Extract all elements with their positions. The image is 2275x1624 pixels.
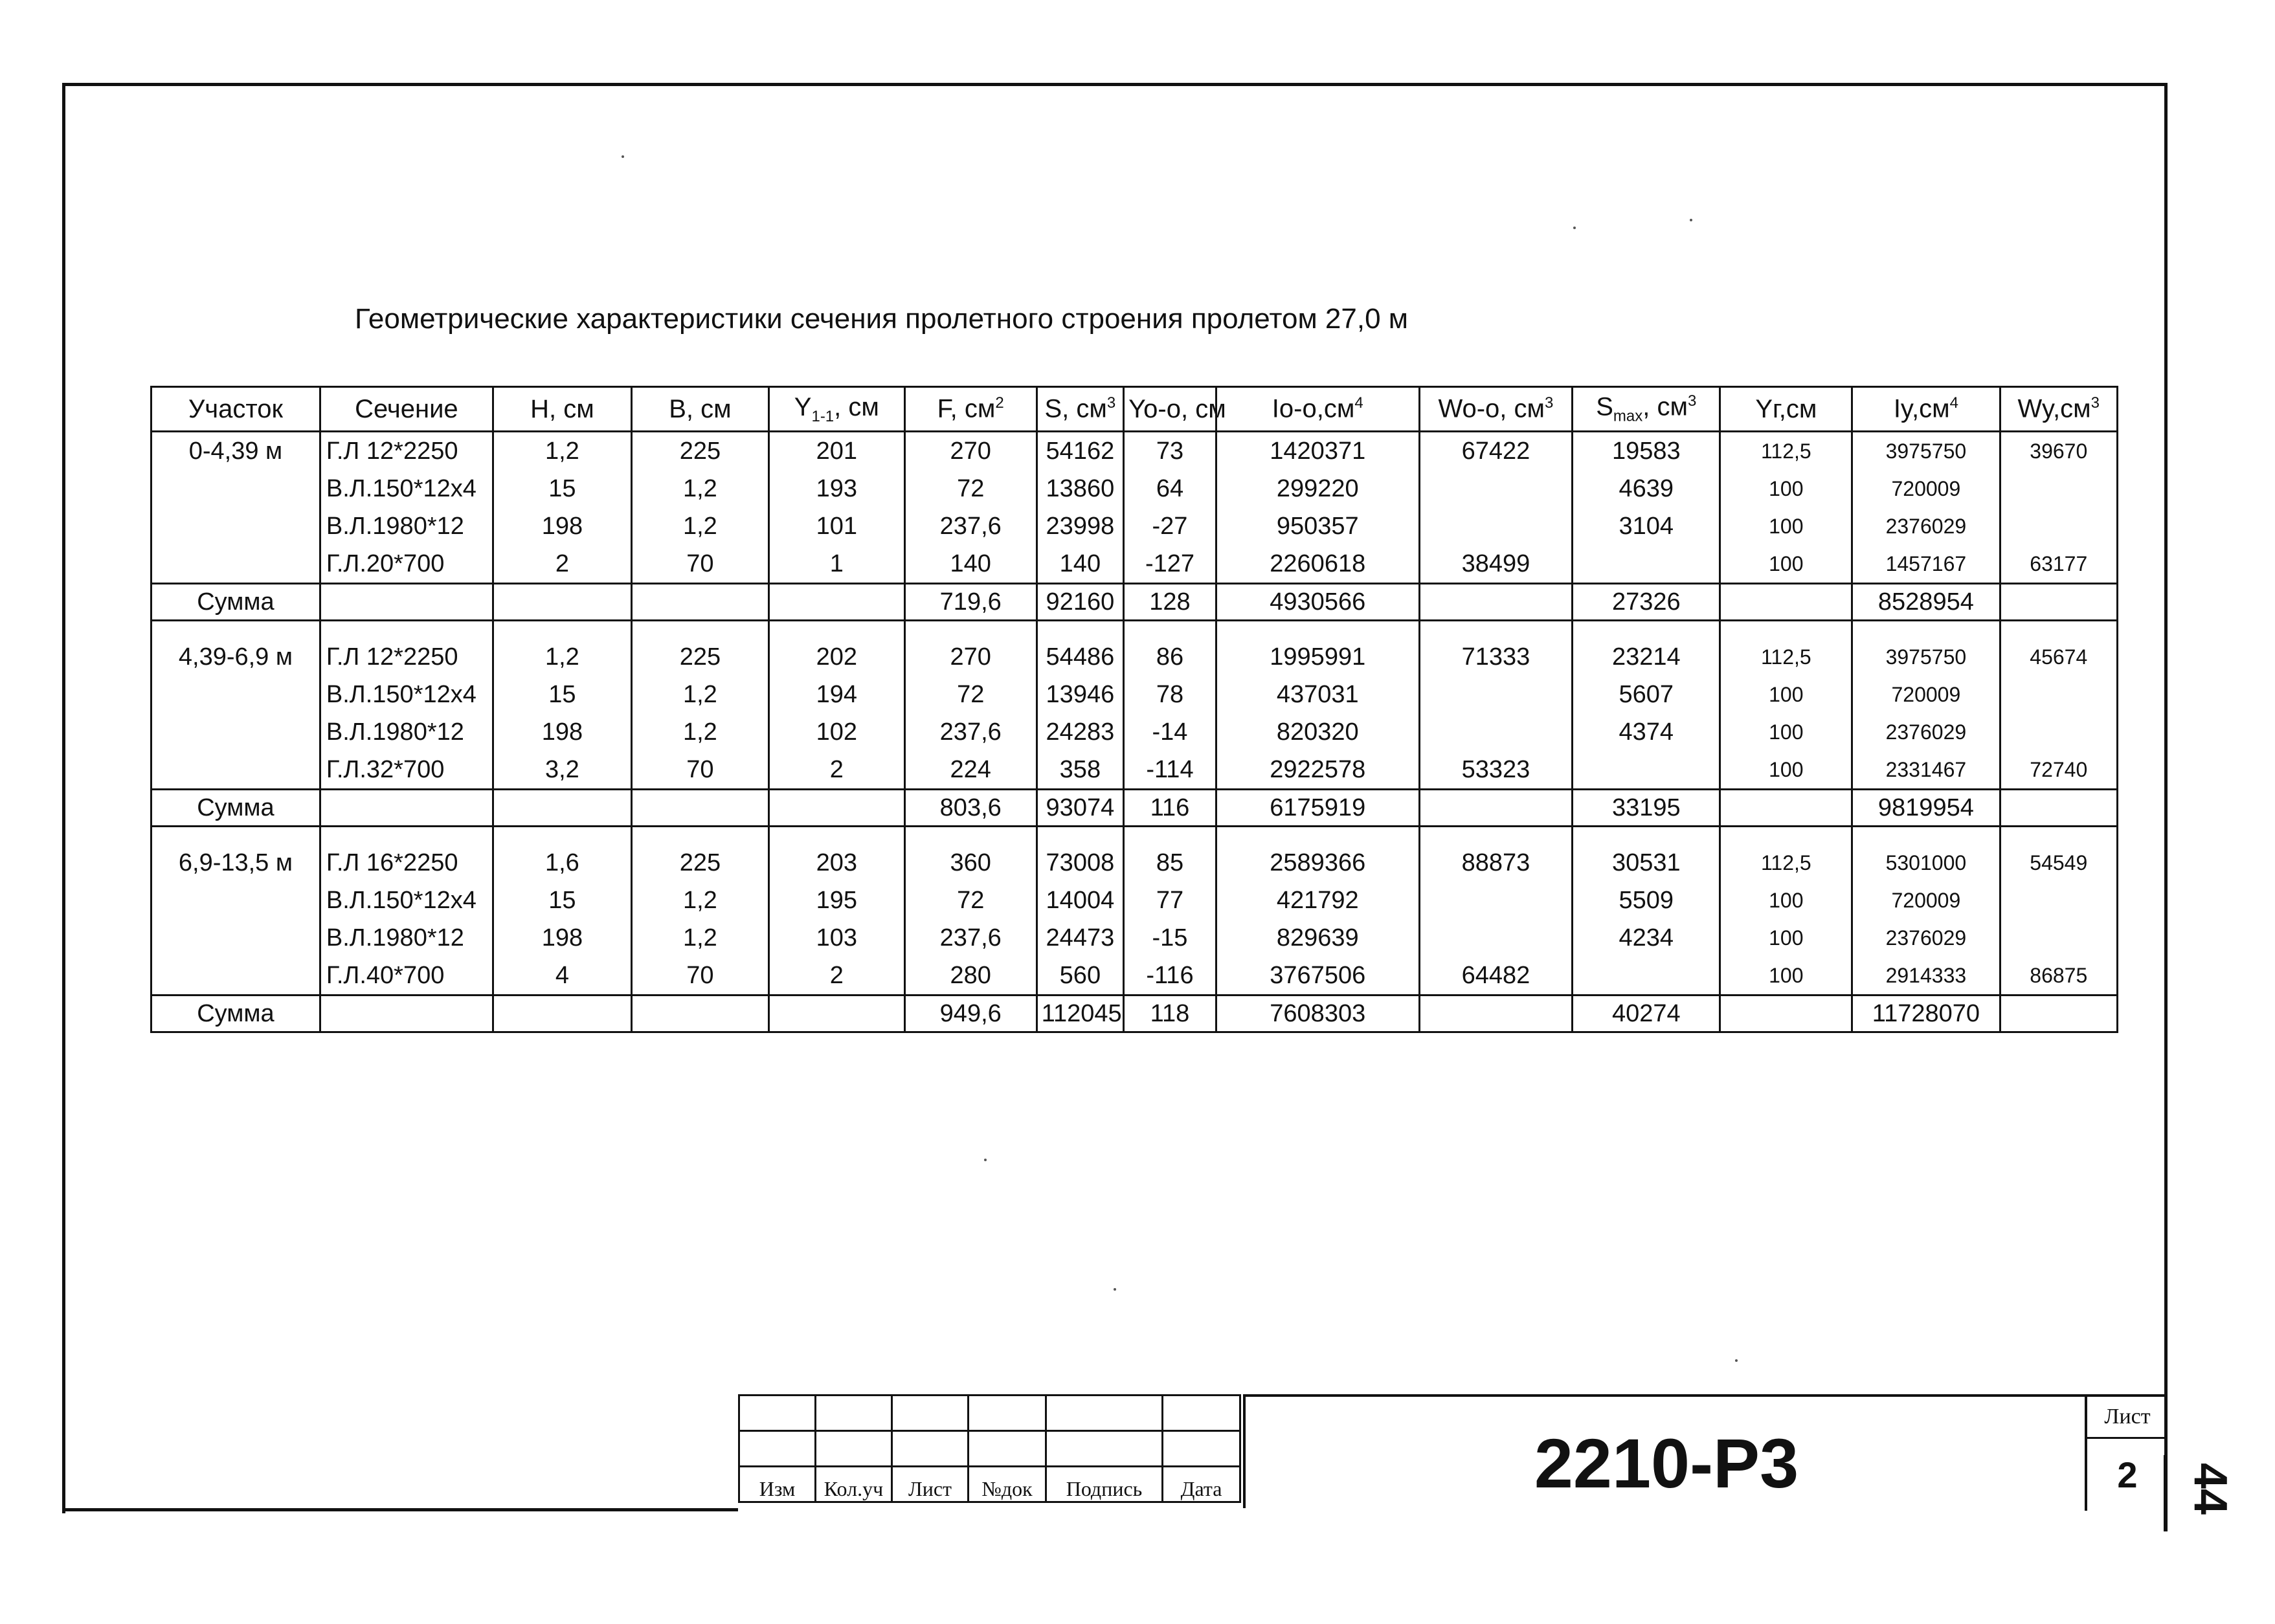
value-cell: 103 (768, 919, 904, 957)
value-cell: 19583 (1573, 432, 1720, 471)
value-cell (1573, 545, 1720, 584)
value-cell: 112,5 (1720, 432, 1852, 471)
scan-speck (622, 155, 624, 158)
value-cell: 1,6 (493, 844, 631, 882)
sum-cell: 719,6 (904, 584, 1037, 621)
value-cell (1419, 676, 1572, 713)
value-cell: 100 (1720, 751, 1852, 790)
value-cell: 237,6 (904, 507, 1037, 545)
sum-cell: 112045 (1037, 996, 1124, 1032)
value-cell (2000, 713, 2117, 751)
value-cell: 358 (1037, 751, 1124, 790)
table-row (151, 919, 2118, 957)
value-cell: 100 (1720, 919, 1852, 957)
header-row (151, 387, 2118, 432)
sum-cell (320, 790, 493, 827)
sum-cell (493, 790, 631, 827)
value-cell (1419, 919, 1572, 957)
scan-speck (1573, 227, 1576, 229)
table-row (151, 882, 2118, 919)
sum-cell (2000, 584, 2117, 621)
value-cell: 198 (493, 507, 631, 545)
value-cell: 2376029 (1852, 507, 2000, 545)
table-row (151, 844, 2118, 882)
value-cell: 421792 (1216, 882, 1419, 919)
section-cell: В.Л.1980*12 (320, 713, 493, 751)
sum-cell (320, 584, 493, 621)
value-cell: 224 (904, 751, 1037, 790)
value-cell: 85 (1124, 844, 1216, 882)
section-cell: В.Л.150*12х4 (320, 470, 493, 507)
value-cell: 2376029 (1852, 713, 2000, 751)
value-cell: 100 (1720, 882, 1852, 919)
section-cell: Г.Л.32*700 (320, 751, 493, 790)
value-cell: 15 (493, 882, 631, 919)
stamp-label-izm: Изм (739, 1467, 816, 1502)
sum-cell (1419, 790, 1572, 827)
value-cell: 71333 (1419, 638, 1572, 676)
scan-speck (1690, 219, 1692, 221)
value-cell: 1,2 (631, 676, 768, 713)
value-cell: 360 (904, 844, 1037, 882)
sum-cell: 9819954 (1852, 790, 2000, 827)
section-cell: В.Л.150*12х4 (320, 882, 493, 919)
value-cell: 829639 (1216, 919, 1419, 957)
value-cell: 70 (631, 545, 768, 584)
stamp-row (739, 1396, 1240, 1431)
value-cell: 13946 (1037, 676, 1124, 713)
value-cell: -127 (1124, 545, 1216, 584)
value-cell: 102 (768, 713, 904, 751)
stamp-label-ndok: №док (969, 1467, 1046, 1502)
value-cell: 100 (1720, 676, 1852, 713)
value-cell (2000, 919, 2117, 957)
value-cell: 64 (1124, 470, 1216, 507)
value-cell: 86875 (2000, 957, 2117, 996)
value-cell: 100 (1720, 507, 1852, 545)
value-cell: 23998 (1037, 507, 1124, 545)
value-cell: 2260618 (1216, 545, 1419, 584)
value-cell: 3,2 (493, 751, 631, 790)
stamp-label-row (739, 1467, 1240, 1502)
value-cell: 101 (768, 507, 904, 545)
value-cell: 2376029 (1852, 919, 2000, 957)
value-cell: -15 (1124, 919, 1216, 957)
value-cell: 86 (1124, 638, 1216, 676)
sum-cell: 803,6 (904, 790, 1037, 827)
sum-cell (320, 996, 493, 1032)
value-cell: 1 (768, 545, 904, 584)
stamp-label-koluch: Кол.уч (816, 1467, 892, 1502)
col-header-sechenie: Сечение (320, 387, 493, 432)
col-header-yg: Yг,см (1720, 387, 1852, 432)
value-cell: 1,2 (631, 507, 768, 545)
value-cell: -114 (1124, 751, 1216, 790)
sheet-box (2085, 1397, 2168, 1511)
value-cell: 237,6 (904, 713, 1037, 751)
value-cell: 237,6 (904, 919, 1037, 957)
value-cell: 78 (1124, 676, 1216, 713)
col-header-h: H, см (493, 387, 631, 432)
value-cell (2000, 882, 2117, 919)
value-cell: 67422 (1419, 432, 1572, 471)
side-divider (2164, 1455, 2168, 1531)
table-row (151, 638, 2118, 676)
sum-cell (493, 996, 631, 1032)
value-cell: 140 (904, 545, 1037, 584)
segment-cell (151, 470, 320, 507)
sum-cell: 33195 (1573, 790, 1720, 827)
table-row (151, 957, 2118, 996)
sheet-number: 2 (2117, 1454, 2138, 1495)
value-cell: 4 (493, 957, 631, 996)
value-cell: 24283 (1037, 713, 1124, 751)
value-cell: 2589366 (1216, 844, 1419, 882)
value-cell: 720009 (1852, 882, 2000, 919)
value-cell: 5509 (1573, 882, 1720, 919)
sum-cell (768, 996, 904, 1032)
value-cell: 72 (904, 470, 1037, 507)
scan-speck (1735, 1359, 1738, 1362)
col-header-y11: $Y_{1-1}$, см (768, 387, 904, 432)
value-cell: 3975750 (1852, 638, 2000, 676)
value-cell: 1,2 (631, 882, 768, 919)
value-cell: 4639 (1573, 470, 1720, 507)
value-cell: 1,2 (493, 432, 631, 471)
sum-cell: 11728070 (1852, 996, 2000, 1032)
value-cell: 1420371 (1216, 432, 1419, 471)
value-cell (1573, 751, 1720, 790)
value-cell: 1,2 (631, 713, 768, 751)
sum-cell (1720, 790, 1852, 827)
table-row (151, 470, 2118, 507)
page-title: Геометрические характеристики сечения пролетного строения пролетом 27,0 м (355, 303, 1409, 335)
value-cell: 38499 (1419, 545, 1572, 584)
value-cell: 560 (1037, 957, 1124, 996)
sum-cell: 27326 (1573, 584, 1720, 621)
segment-cell (151, 957, 320, 996)
segment-cell: 6,9-13,5 м (151, 844, 320, 882)
value-cell: 437031 (1216, 676, 1419, 713)
col-header-wy: $Wy,см^3$ (2000, 387, 2117, 432)
value-cell: 100 (1720, 957, 1852, 996)
group-spacer (151, 827, 2118, 845)
value-cell: -27 (1124, 507, 1216, 545)
sum-label: Сумма (151, 584, 320, 621)
sum-cell (631, 584, 768, 621)
col-header-woo: Wo-o, $см^3$ (1419, 387, 1572, 432)
sum-cell: 40274 (1573, 996, 1720, 1032)
section-cell: В.Л.1980*12 (320, 919, 493, 957)
col-header-f: F, $см^2$ (904, 387, 1037, 432)
stamp-label-podpis: Подпись (1046, 1467, 1163, 1502)
value-cell: 45674 (2000, 638, 2117, 676)
document-code: 2210-Р3 (1534, 1424, 1799, 1502)
side-page-number: 44 (2184, 1462, 2236, 1515)
sum-cell: 7608303 (1216, 996, 1419, 1032)
sum-row (151, 996, 2118, 1032)
value-cell: 198 (493, 919, 631, 957)
value-cell: 140 (1037, 545, 1124, 584)
sheet-label: Лист (2087, 1397, 2168, 1439)
section-cell: Г.Л 12*2250 (320, 432, 493, 471)
characteristics-table (150, 386, 2118, 1033)
table-body (151, 432, 2118, 1032)
segment-cell: 4,39-6,9 м (151, 638, 320, 676)
value-cell: 53323 (1419, 751, 1572, 790)
value-cell: 5607 (1573, 676, 1720, 713)
value-cell: 1,2 (631, 470, 768, 507)
value-cell: 15 (493, 470, 631, 507)
value-cell: -14 (1124, 713, 1216, 751)
frame-bottom-edge (62, 1508, 738, 1511)
value-cell: 820320 (1216, 713, 1419, 751)
value-cell: 72 (904, 676, 1037, 713)
value-cell: 202 (768, 638, 904, 676)
value-cell: 72 (904, 882, 1037, 919)
value-cell: 100 (1720, 713, 1852, 751)
sum-cell: 8528954 (1852, 584, 2000, 621)
title-block-grid (738, 1394, 1241, 1503)
value-cell (1419, 470, 1572, 507)
value-cell: 15 (493, 676, 631, 713)
col-header-yoo: Yo-o, см (1124, 387, 1216, 432)
value-cell: 225 (631, 432, 768, 471)
value-cell: 54549 (2000, 844, 2117, 882)
value-cell: 70 (631, 751, 768, 790)
segment-cell (151, 507, 320, 545)
sum-row (151, 584, 2118, 621)
value-cell: 2 (768, 751, 904, 790)
stamp-label-list: Лист (892, 1467, 969, 1502)
scan-speck (984, 1159, 987, 1161)
value-cell: 194 (768, 676, 904, 713)
value-cell: -116 (1124, 957, 1216, 996)
value-cell: 4374 (1573, 713, 1720, 751)
value-cell (2000, 470, 2117, 507)
value-cell: 720009 (1852, 676, 2000, 713)
section-cell: Г.Л 16*2250 (320, 844, 493, 882)
value-cell: 198 (493, 713, 631, 751)
col-header-iy: $Iy,см^4$ (1852, 387, 2000, 432)
value-cell: 39670 (2000, 432, 2117, 471)
value-cell: 2331467 (1852, 751, 2000, 790)
value-cell: 195 (768, 882, 904, 919)
title-block-main (1243, 1394, 2168, 1508)
sum-cell (768, 790, 904, 827)
value-cell: 13860 (1037, 470, 1124, 507)
value-cell: 5301000 (1852, 844, 2000, 882)
section-cell: Г.Л.20*700 (320, 545, 493, 584)
section-cell: В.Л.150*12х4 (320, 676, 493, 713)
sum-cell (493, 584, 631, 621)
value-cell (2000, 507, 2117, 545)
value-cell: 23214 (1573, 638, 1720, 676)
value-cell: 112,5 (1720, 844, 1852, 882)
segment-cell (151, 545, 320, 584)
sum-cell (2000, 790, 2117, 827)
value-cell: 1,2 (631, 919, 768, 957)
value-cell (1573, 957, 1720, 996)
value-cell: 225 (631, 638, 768, 676)
value-cell: 64482 (1419, 957, 1572, 996)
section-cell: В.Л.1980*12 (320, 507, 493, 545)
value-cell: 2922578 (1216, 751, 1419, 790)
scan-speck (1114, 1288, 1116, 1291)
value-cell: 2 (768, 957, 904, 996)
value-cell: 3104 (1573, 507, 1720, 545)
value-cell: 72740 (2000, 751, 2117, 790)
value-cell: 73 (1124, 432, 1216, 471)
sum-cell: 93074 (1037, 790, 1124, 827)
table-row (151, 432, 2118, 471)
sum-cell: 949,6 (904, 996, 1037, 1032)
col-header-b: B, см (631, 387, 768, 432)
value-cell: 88873 (1419, 844, 1572, 882)
value-cell: 3767506 (1216, 957, 1419, 996)
sum-cell (1720, 996, 1852, 1032)
col-header-smax: $S_{max}$, $см^3$ (1573, 387, 1720, 432)
value-cell: 77 (1124, 882, 1216, 919)
sum-cell (768, 584, 904, 621)
sum-cell (631, 790, 768, 827)
value-cell: 270 (904, 432, 1037, 471)
table-row (151, 713, 2118, 751)
value-cell: 299220 (1216, 470, 1419, 507)
segment-cell (151, 676, 320, 713)
value-cell (2000, 676, 2117, 713)
value-cell: 54162 (1037, 432, 1124, 471)
table-row (151, 676, 2118, 713)
value-cell: 2 (493, 545, 631, 584)
segment-cell (151, 751, 320, 790)
table-row (151, 751, 2118, 790)
value-cell: 225 (631, 844, 768, 882)
value-cell: 73008 (1037, 844, 1124, 882)
value-cell: 280 (904, 957, 1037, 996)
value-cell: 1,2 (493, 638, 631, 676)
value-cell: 54486 (1037, 638, 1124, 676)
col-header-ioo: $Io-o,см^4$ (1216, 387, 1419, 432)
sum-cell: 128 (1124, 584, 1216, 621)
value-cell: 63177 (2000, 545, 2117, 584)
section-cell: Г.Л.40*700 (320, 957, 493, 996)
value-cell: 1457167 (1852, 545, 2000, 584)
segment-cell (151, 882, 320, 919)
value-cell: 203 (768, 844, 904, 882)
group-spacer (151, 621, 2118, 639)
value-cell: 950357 (1216, 507, 1419, 545)
sum-cell (1720, 584, 1852, 621)
value-cell: 100 (1720, 470, 1852, 507)
sum-cell: 116 (1124, 790, 1216, 827)
segment-cell (151, 713, 320, 751)
sum-row (151, 790, 2118, 827)
value-cell (1419, 882, 1572, 919)
segment-cell: 0-4,39 м (151, 432, 320, 471)
sum-cell (631, 996, 768, 1032)
value-cell: 720009 (1852, 470, 2000, 507)
value-cell: 1995991 (1216, 638, 1419, 676)
value-cell: 270 (904, 638, 1037, 676)
value-cell: 70 (631, 957, 768, 996)
sum-cell (1419, 584, 1572, 621)
sum-cell (2000, 996, 2117, 1032)
segment-cell (151, 919, 320, 957)
sum-cell: 118 (1124, 996, 1216, 1032)
section-cell: Г.Л 12*2250 (320, 638, 493, 676)
value-cell: 3975750 (1852, 432, 2000, 471)
value-cell: 201 (768, 432, 904, 471)
sum-cell: 4930566 (1216, 584, 1419, 621)
value-cell: 24473 (1037, 919, 1124, 957)
sum-label: Сумма (151, 790, 320, 827)
value-cell: 2914333 (1852, 957, 2000, 996)
value-cell (1419, 507, 1572, 545)
col-header-uchastok: Участок (151, 387, 320, 432)
value-cell: 4234 (1573, 919, 1720, 957)
sum-label: Сумма (151, 996, 320, 1032)
value-cell: 30531 (1573, 844, 1720, 882)
value-cell: 193 (768, 470, 904, 507)
table-row (151, 507, 2118, 545)
sum-cell: 6175919 (1216, 790, 1419, 827)
value-cell: 100 (1720, 545, 1852, 584)
stamp-label-data: Дата (1163, 1467, 1240, 1502)
col-header-s: S, $см^3$ (1037, 387, 1124, 432)
sum-cell (1419, 996, 1572, 1032)
table-row (151, 545, 2118, 584)
value-cell (1419, 713, 1572, 751)
value-cell: 14004 (1037, 882, 1124, 919)
value-cell: 112,5 (1720, 638, 1852, 676)
stamp-row (739, 1431, 1240, 1467)
sum-cell: 92160 (1037, 584, 1124, 621)
